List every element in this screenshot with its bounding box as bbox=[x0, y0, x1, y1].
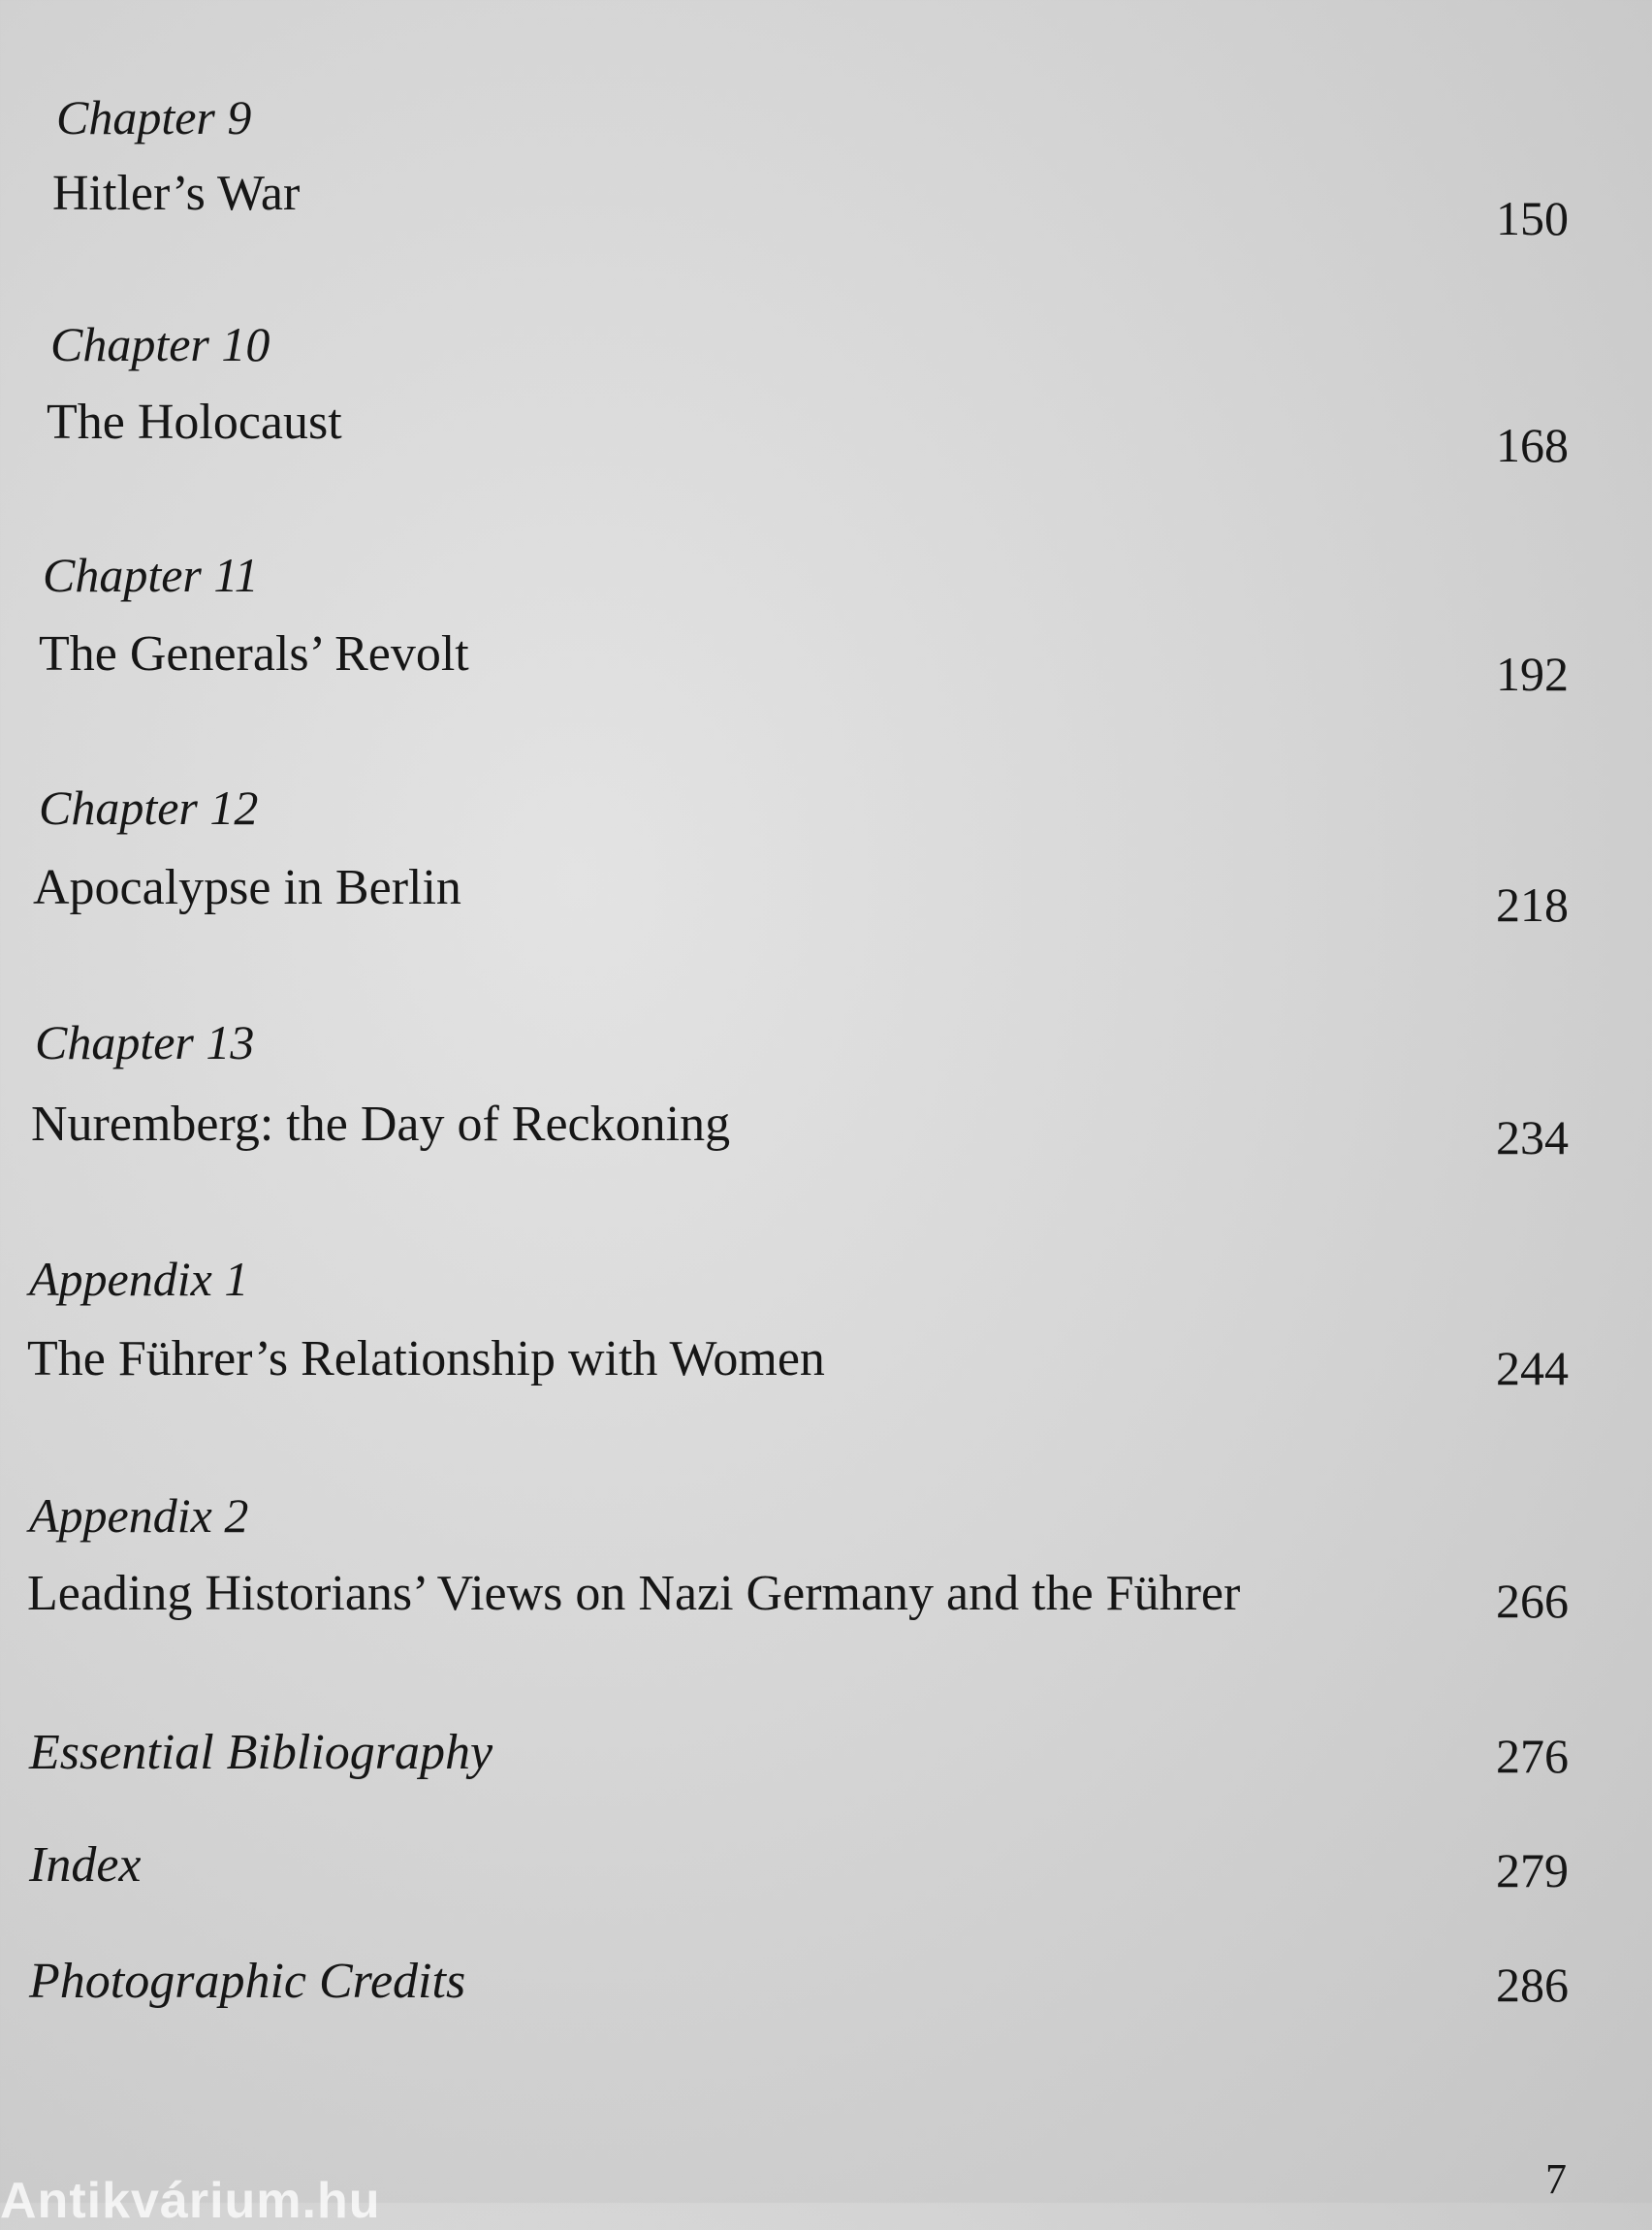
page-number: 192 bbox=[1496, 647, 1569, 701]
chapter-title: The Holocaust bbox=[47, 395, 342, 450]
chapter-label: Chapter 10 bbox=[50, 317, 270, 371]
page-number: 279 bbox=[1496, 1843, 1569, 1897]
back-matter-title: Index bbox=[29, 1837, 142, 1893]
appendix-label: Appendix 2 bbox=[29, 1488, 249, 1543]
chapter-label: Chapter 12 bbox=[39, 780, 259, 835]
page-number: 218 bbox=[1496, 877, 1569, 932]
chapter-title: Nuremberg: the Day of Reckoning bbox=[31, 1097, 731, 1152]
chapter-label: Chapter 9 bbox=[56, 90, 252, 144]
appendix-title: The Führer’s Relationship with Women bbox=[27, 1331, 825, 1386]
chapter-title: Hitler’s War bbox=[52, 166, 301, 221]
appendix-label: Appendix 1 bbox=[29, 1252, 249, 1306]
chapter-label: Chapter 11 bbox=[43, 548, 259, 602]
chapter-label: Chapter 13 bbox=[35, 1015, 255, 1069]
page-number: 286 bbox=[1496, 1958, 1569, 2012]
page-number: 150 bbox=[1496, 191, 1569, 245]
page-number: 234 bbox=[1496, 1110, 1569, 1164]
folio-page-number: 7 bbox=[1545, 2155, 1567, 2203]
page-number: 276 bbox=[1496, 1729, 1569, 1783]
page-number: 244 bbox=[1496, 1341, 1569, 1395]
page-number: 168 bbox=[1496, 418, 1569, 472]
chapter-title: The Generals’ Revolt bbox=[39, 626, 469, 682]
back-matter-title: Photographic Credits bbox=[29, 1954, 466, 2009]
appendix-title: Leading Historians’ Views on Nazi Germany and the Führer bbox=[27, 1566, 1241, 1621]
page-number: 266 bbox=[1496, 1574, 1569, 1628]
watermark: Antikvárium.hu bbox=[0, 2173, 381, 2229]
back-matter-title: Essential Bibliography bbox=[29, 1725, 493, 1780]
chapter-title: Apocalypse in Berlin bbox=[33, 860, 461, 915]
